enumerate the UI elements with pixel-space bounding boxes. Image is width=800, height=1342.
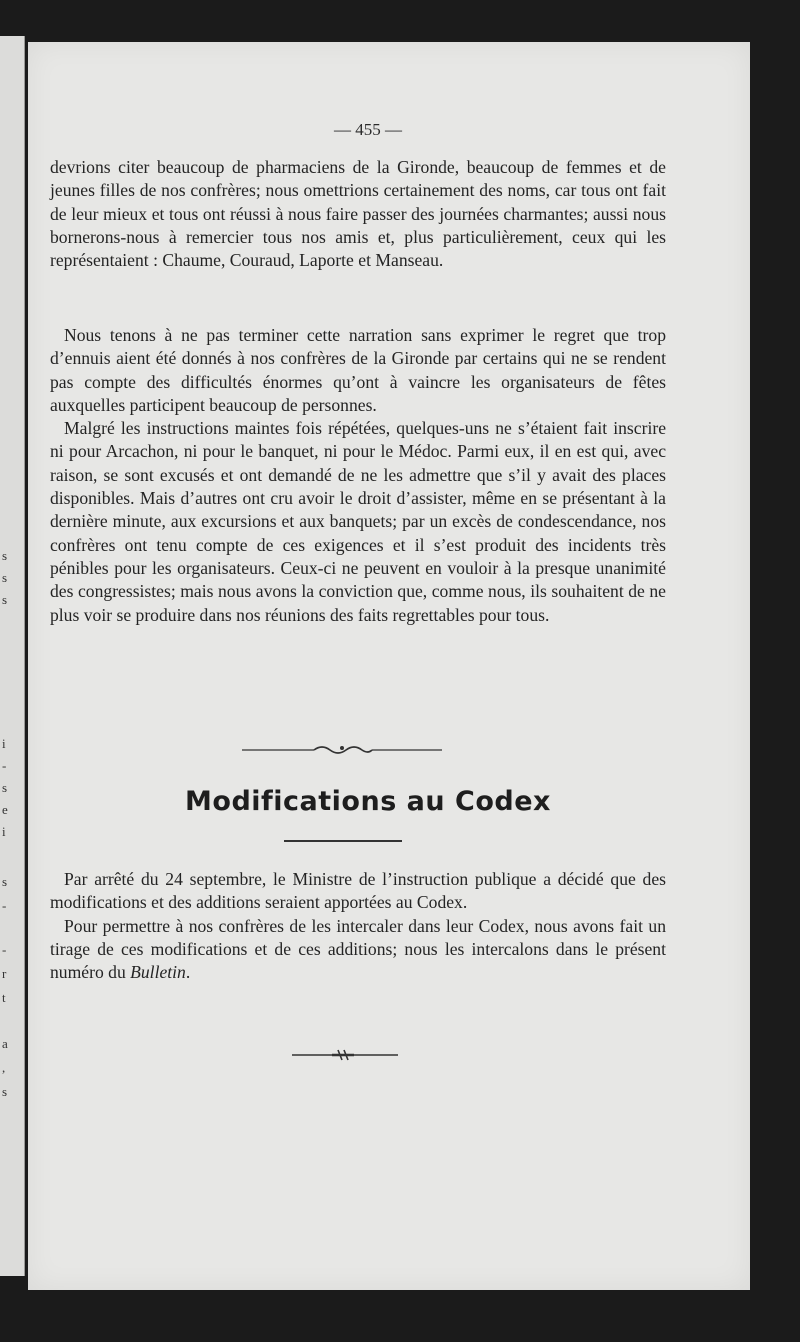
margin-fragment: e bbox=[2, 802, 8, 817]
paragraph: Par arrêté du 24 septembre, le Ministre de l’instruction publique a décidé que des modifications et des additions seraient apportées au Codex. bbox=[50, 869, 666, 913]
paragraph-text: Pour permettre à nos confrères de les intercaler dans leur Codex, nous avons fait un tirage de ces modifications et de ces additions; nous les intercalons dans le présent numéro du bbox=[50, 915, 666, 983]
paragraph: Nous tenons à ne pas terminer cette narration sans exprimer le regret que trop d’ennuis aient été donnés à nos confrères de la Gironde par certains qui ne se rendent pas compte des difficultés énormes qu’ont à vaincre les organisateurs de fêtes auxquelles participent beaucoup de personnes. bbox=[50, 325, 666, 415]
bulletin-title: Bulletin bbox=[130, 962, 186, 983]
adjacent-page-edge bbox=[0, 36, 25, 1276]
ornament-divider-icon bbox=[242, 742, 442, 758]
margin-fragment: s bbox=[2, 570, 8, 585]
margin-fragment: s bbox=[2, 1084, 8, 1099]
paragraph-end: . bbox=[185, 962, 191, 983]
margin-fragment: t bbox=[2, 990, 6, 1005]
paragraph: Malgré les instructions maintes fois répétées, quelques-uns ne s’étaient fait inscrire ni pour Arcachon, ni pour le banquet, ni pour le Médoc. Parmi eux, il en est qui, avec raison, se sont excusés et ont demandé de ne les admettre que s’il y avait des places disponibles. Mais d’autres ont cru avoir le droit d’assister, même en se présentant à la dernière minute, aux excursions et aux banquets; par un excès de condescendance, nos confrères ont tenu compte de ces exigences et il s’est produit des incidents très pénibles pour les organisateurs. Ceux-ci ne peuvent en vouloir à la presque unanimité des congressistes; mais nous avons la conviction que, comme nous, ils souhaitent de ne plus voir se produire dans nos réunions des faits regrettables pour tous. bbox=[50, 418, 666, 625]
section-heading: Modifications au Codex bbox=[185, 786, 551, 817]
margin-fragment: - bbox=[2, 758, 7, 773]
text-block-continuation bbox=[50, 156, 666, 272]
margin-fragment: s bbox=[2, 780, 8, 795]
margin-fragment: s bbox=[2, 548, 8, 563]
paragraph bbox=[50, 915, 666, 985]
margin-fragment: - bbox=[2, 898, 7, 913]
end-ornament-icon bbox=[292, 1048, 398, 1062]
margin-fragment: , bbox=[2, 1060, 6, 1075]
margin-fragment: r bbox=[2, 966, 7, 981]
margin-fragment: a bbox=[2, 1036, 8, 1051]
margin-fragment: s bbox=[2, 874, 8, 889]
adjacent-page-fragments bbox=[0, 36, 24, 1276]
margin-fragment: - bbox=[2, 942, 7, 957]
heading-underline bbox=[284, 840, 402, 842]
margin-fragment: i bbox=[2, 824, 6, 839]
text-block-codex bbox=[50, 868, 666, 984]
margin-fragment: i bbox=[2, 736, 6, 751]
margin-fragment: s bbox=[2, 592, 8, 607]
text-block-narration-end bbox=[50, 324, 666, 627]
page-number: — 455 — bbox=[334, 120, 402, 139]
paragraph: devrions citer beaucoup de pharmaciens de la Gironde, beaucoup de femmes et de jeunes filles de nos confrères; nous omettrions certainement des noms, car tous ont fait de leur mieux et tous ont réussi à nous faire passer des journées charmantes; aussi nous bornerons-nous à remercier tous nos amis et, plus particulièrement, ceux qui les représentaient : Chaume, Couraud, Laporte et Manseau. bbox=[50, 157, 666, 271]
document-page bbox=[28, 42, 750, 1290]
